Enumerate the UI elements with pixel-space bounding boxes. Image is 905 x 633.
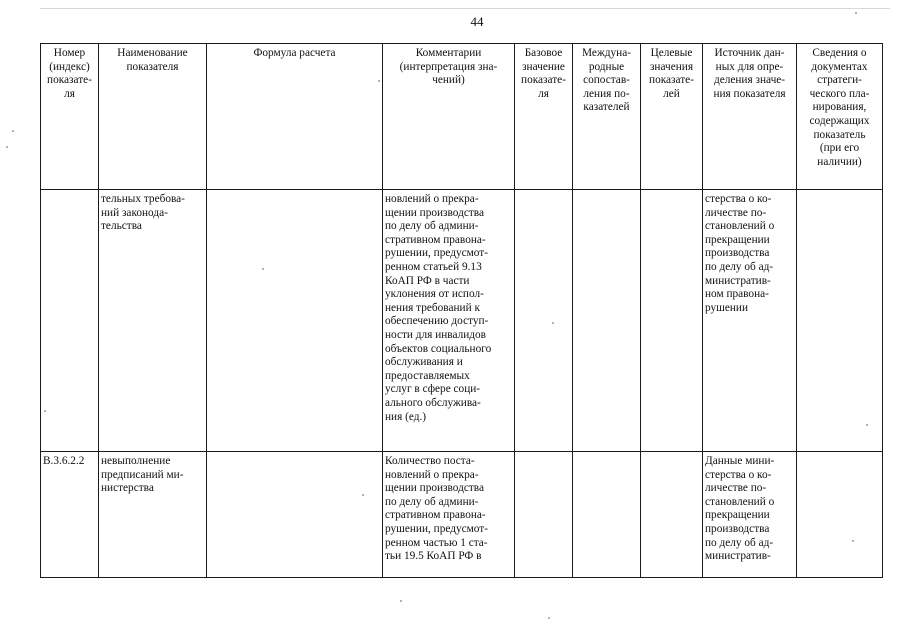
table-row [41,452,883,578]
cell-name: невыполнение предписаний ми- нистерства [99,452,207,578]
scan-speck [400,600,402,602]
header-name: Наименование показателя [99,44,207,190]
cell-formula [207,190,383,452]
cell-data-source: стерства о ко- личестве по- становлений о прекращении производства по делу об ад- министратив- ном правона- рушении [703,190,797,452]
header-index: Номер (индекс) показате- ля [41,44,99,190]
table-row [41,190,883,452]
scan-speck [262,268,264,270]
scan-speck [552,322,554,324]
cell-formula [207,452,383,578]
scan-speck [855,12,857,14]
header-international: Междуна- родные сопостав- ления по- казателей [573,44,641,190]
cell-strategic-documents [797,452,883,578]
scan-speck [852,540,854,542]
scan-speck [6,146,8,148]
cell-base-value [515,452,573,578]
cell-comment: новлений о прекра- щении производства по делу об админи- стративном правона- рушении, предусмот- ренном статьей 9.13 КоАП РФ в части уклонения от испол- нения требований к обеспечению доступ- ности для инвалидов объектов социального обслуживания и предоставляемых услуг в сфере соци- ального обслужива- ния (ед.) [383,190,515,452]
cell-name: тельных требова- ний законода- тельства [99,190,207,452]
cell-base-value [515,190,573,452]
header-comment: Комментарии (интерпретация зна- чений) [383,44,515,190]
cell-comment: Количество поста- новлений о прекра- щении производства по делу об админи- стративном правона- рушении, предусмот- ренном частью 1 ста- тьи 19.5 КоАП РФ в [383,452,515,578]
scan-top-edge [40,8,890,9]
header-data-source: Источник дан- ных для опре- деления значе- ния показателя [703,44,797,190]
table-header-row [41,44,883,190]
indicators-table [40,43,883,578]
cell-index: В.3.6.2.2 [41,452,99,578]
scan-speck [866,424,868,426]
cell-data-source: Данные мини- стерства о ко- личестве по- становлений о прекращении производства по делу об ад- министратив- [703,452,797,578]
scan-speck [548,617,550,619]
scan-speck [44,410,46,412]
cell-strategic-documents [797,190,883,452]
scan-speck [12,130,14,132]
scan-speck [362,494,364,496]
header-strategic-documents: Сведения о документах стратеги- ческого пла- нирования, содержащих показатель (при его наличии) [797,44,883,190]
page-number: 44 [470,14,484,29]
cell-target-values [641,452,703,578]
header-base-value: Базовое значение показате- ля [515,44,573,190]
header-target-values: Целевые значения показате- лей [641,44,703,190]
cell-international [573,190,641,452]
cell-international [573,452,641,578]
cell-target-values [641,190,703,452]
scan-speck [378,80,380,82]
cell-index [41,190,99,452]
header-formula: Формула расчета [207,44,383,190]
